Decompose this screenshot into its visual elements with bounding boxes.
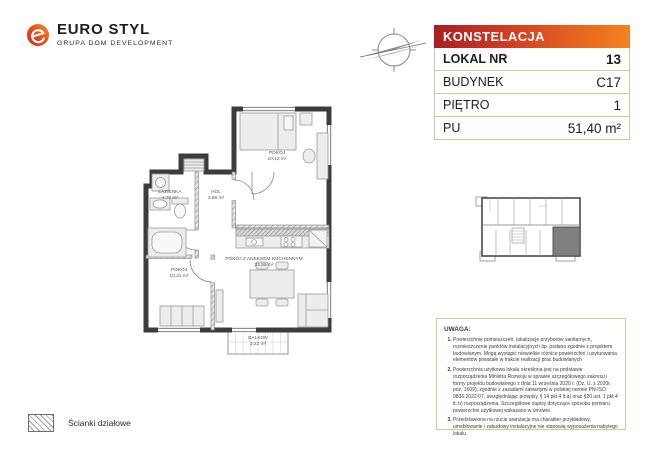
washing-machine [152, 174, 169, 191]
key-plan [468, 192, 598, 272]
unit-info-card [434, 25, 630, 140]
room-area: 4,70 m² [161, 196, 179, 201]
logo [26, 22, 173, 47]
room-label: ŁAZIENKA [158, 190, 182, 195]
note-item: 2. Powierzchnia użytkowa lokalu określona jest na podstawie rozporządzenia Ministra Rozwoju w sprawie szczegółowego zakresu i formy projektu budowlanego z dnia 11 września 2020 r. (Dz. U. z 2020r. poz. 1609), zgodnie z zasadami zawartymi w polskiej normie PN-ISO 9836:2022-07, uwzględniając przepisy § 14 pkt 4 lt.a) oraz §20 ust. 1 pkt 4 lt. b) rozporządzenia. Szczegółowe zapisy dotyczące sposobu pomiaru powierzchni użytkowej wskazano w umowie. [453, 367, 618, 414]
brand-tagline: GRUPA DOM DEVELOPMENT [57, 40, 174, 47]
room-area: 10,31 m² [169, 274, 189, 279]
room-area: 22,59 m² [254, 263, 274, 268]
row-label: LOKAL NR [443, 52, 508, 66]
bed [240, 113, 296, 150]
kitchen-counter [236, 229, 329, 248]
bathtub [148, 228, 186, 257]
key-plan-highlighted-unit [553, 227, 580, 256]
row-label: PIĘTRO [443, 98, 490, 112]
brand-name: EURO STYL [57, 21, 151, 38]
note-item: 3. Przedstawiona na rzucie aranżacja ma charakter przykładowy, umeblowanie i zabudowy instalacyjne nie stanowią wyposażenia nabytego lokalu. [453, 417, 618, 437]
legend [28, 414, 131, 432]
room-label: HOL [211, 190, 221, 195]
row-label: BUDYNEK [443, 75, 504, 89]
row-pietro [435, 93, 629, 116]
row-value: C17 [596, 74, 621, 90]
sofa [298, 294, 328, 327]
project-name-header: KONSTELACJA [434, 25, 630, 48]
desk [317, 133, 328, 179]
row-lokal-nr [435, 48, 629, 70]
row-label: PU [443, 121, 461, 135]
notes-title: UWAGA: [444, 326, 471, 333]
row-value: 13 [605, 51, 621, 67]
room-label: BALKON [248, 336, 268, 341]
row-value: 51,40 m² [567, 120, 621, 136]
euro-styl-flame-e-icon [26, 23, 50, 47]
row-pu [435, 116, 629, 139]
bedroom-wardrobe [160, 306, 204, 326]
chair [303, 149, 315, 163]
row-budynek [435, 70, 629, 93]
room-area: 3,22 m² [249, 342, 267, 347]
notes-box [436, 318, 626, 437]
north-arrow-icon [356, 10, 430, 84]
hall-wardrobe [184, 159, 204, 171]
note-item: 1. Powierzchnię pomieszczeń, lokalizację przyborów sanitarnych, rozmieszczenie punktów instalacyjnych itp. podano zgodnie z projektem budowlanym. Mogą wystąpić niewielkie różnice powierzchni i usytuowania elementów powstałe w trakcie realizacji prac budowlanych [453, 337, 618, 364]
nightstand [300, 113, 312, 125]
room-area: 10,12 m² [267, 157, 287, 162]
room-label: POKÓJ Z ANEKSEM KUCHENNYM [225, 257, 303, 262]
row-value: 1 [613, 97, 621, 113]
apartment-floor-plan [123, 94, 347, 372]
room-label: POKÓJ [170, 268, 188, 273]
legend-label: Ścianki działowe [68, 418, 131, 428]
partition-wall-hatch-swatch [28, 414, 54, 432]
tv-cabinet [216, 290, 223, 322]
room-label: POKÓJ [268, 151, 286, 156]
room-area: 3,68 m² [207, 196, 225, 201]
